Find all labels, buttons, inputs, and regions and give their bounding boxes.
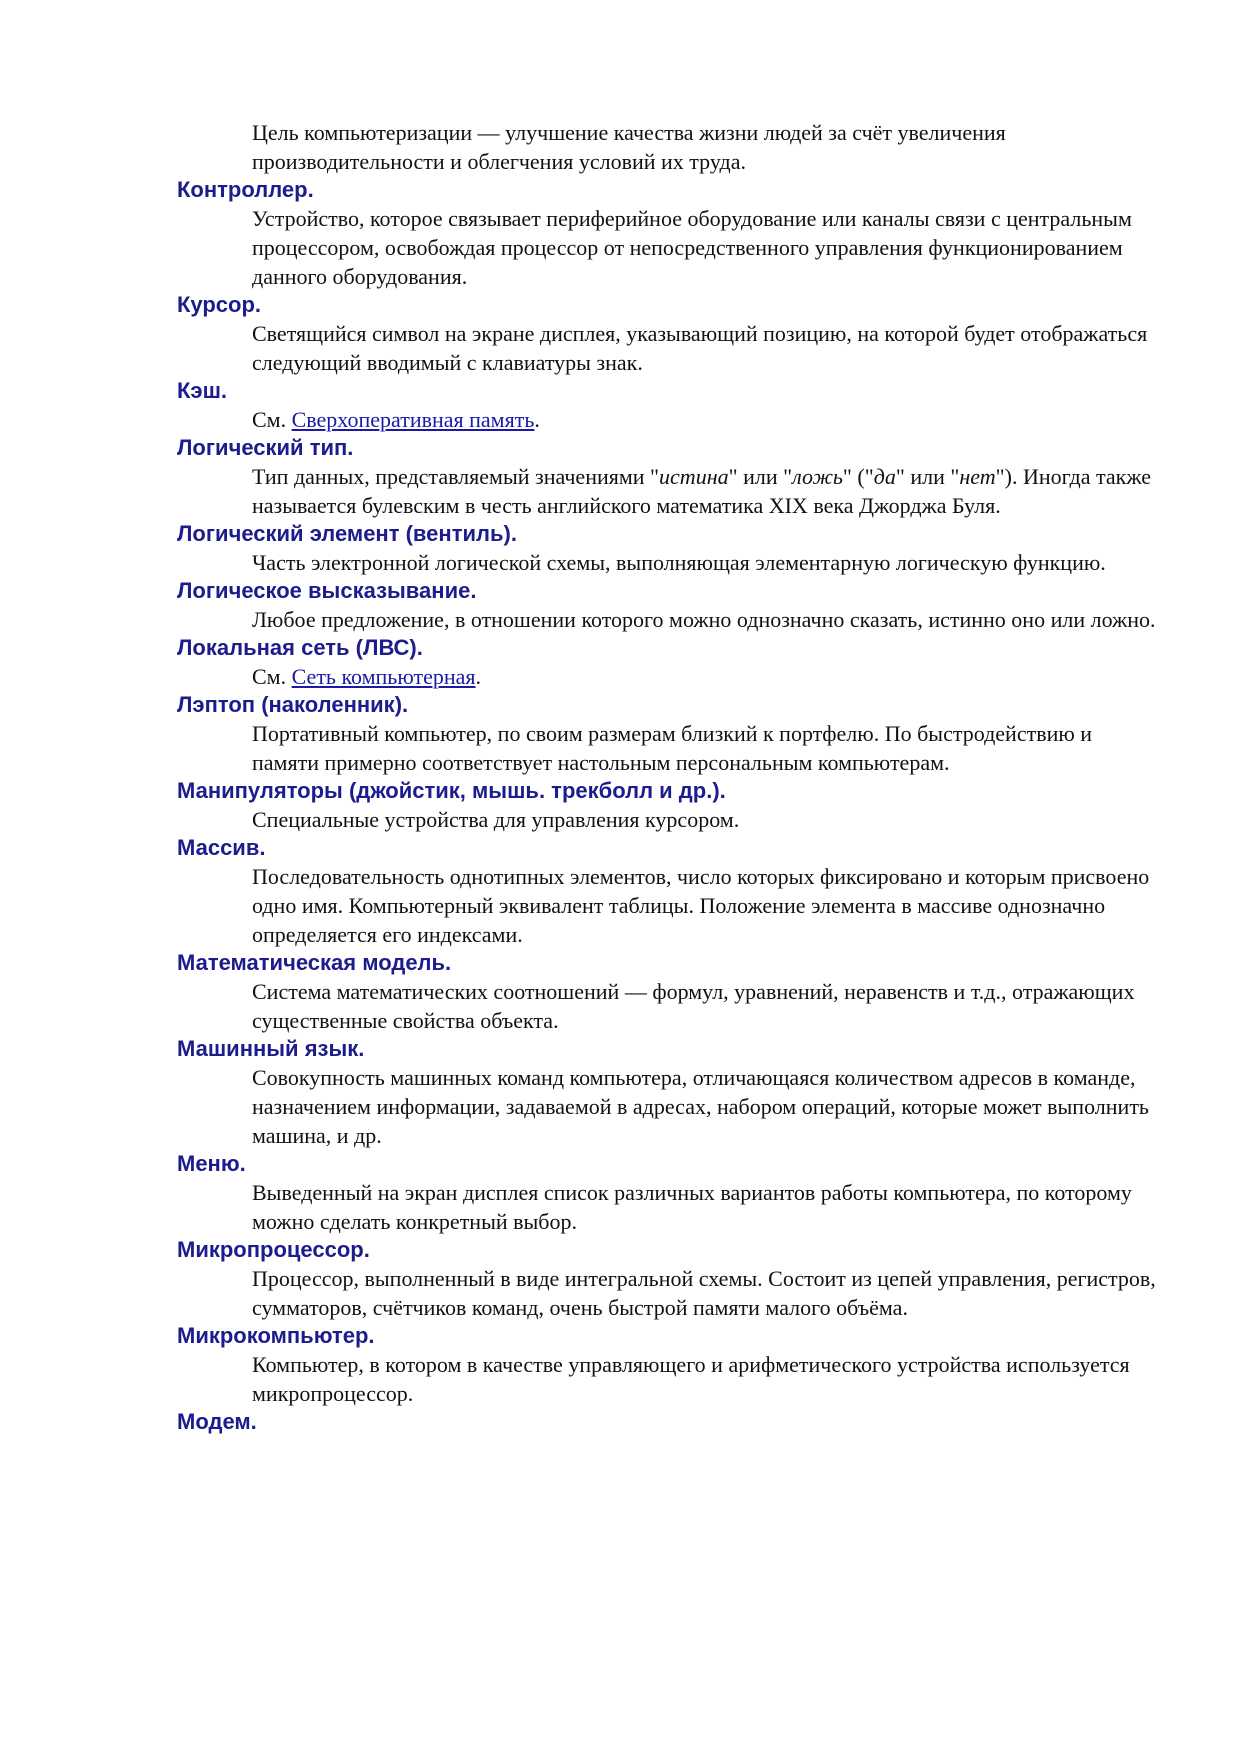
definition-text: Специальные устройства для управления курсором. (252, 807, 740, 832)
definition-text: Система математических соотношений — формул, уравнений, неравенств и т.д., отражающих существенные свойства объекта. (252, 979, 1135, 1033)
link-punctuation: . (534, 407, 540, 432)
term-heading: Курсор. (177, 292, 262, 317)
glossary-list (0, 118, 1239, 1436)
definition-text: Выведенный на экран дисплея список различных вариантов работы компьютера, по которому можно сделать конкретный выбор. (252, 1180, 1132, 1234)
italic-term: да (873, 464, 896, 489)
text-fragment: " или " (895, 464, 960, 489)
definition-text: Часть электронной логической схемы, выполняющая элементарную логическую функцию. (252, 550, 1106, 575)
term-heading: Кэш. (177, 378, 228, 403)
link-punctuation: . (475, 664, 482, 689)
see-label: См. (252, 407, 287, 432)
term-heading: Контроллер. (177, 177, 314, 202)
cross-reference-link[interactable]: Сверхоперативная память (291, 407, 535, 432)
definition-text (252, 405, 1162, 434)
definition-text (252, 662, 1162, 691)
term-heading: Локальная сеть (ЛВС). (177, 635, 423, 660)
term-heading: Логическое высказывание. (177, 578, 477, 603)
italic-term: истина (659, 464, 729, 489)
definition-text: Последовательность однотипных элементов, число которых фиксировано и которым присвоено одно имя. Компьютерный эквивалент таблицы. Положение элемента в массиве однозначно определяется его индексами. (252, 864, 1150, 947)
definition-text: Устройство, которое связывает периферийное оборудование или каналы связи с центральным процессором, освобождая процессор от непосредственного управления функционированием данного оборудования. (252, 206, 1132, 289)
term-heading: Логический элемент (вентиль). (177, 521, 517, 546)
term-heading: Микрокомпьютер. (177, 1323, 375, 1348)
definition-text: Портативный компьютер, по своим размерам близкий к портфелю. По быстродействию и памяти примерно соответствует настольным персональным компьютерам. (252, 721, 1093, 775)
term-heading: Математическая модель. (177, 950, 452, 975)
term-heading: Модем. (177, 1409, 257, 1434)
definition-text: Светящийся символ на экране дисплея, указывающий позицию, на которой будет отображаться следующий вводимый с клавиатуры знак. (252, 321, 1148, 375)
text-fragment: " или " (728, 464, 793, 489)
term-heading: Массив. (177, 835, 266, 860)
text-fragment: " (" (842, 464, 874, 489)
term-heading: Меню. (177, 1151, 246, 1176)
definition-text: Компьютер, в котором в качестве управляющего и арифметического устройства используется микропроцессор. (252, 1352, 1130, 1406)
term-heading: Логический тип. (177, 435, 354, 460)
definition-text: Любое предложение, в отношении которого можно однозначно сказать, истинно оно или ложно. (252, 607, 1156, 632)
term-heading: Машинный язык. (177, 1036, 365, 1061)
definition-text: Цель компьютеризации — улучшение качества жизни людей за счёт увеличения производительности и облегчения условий их труда. (252, 120, 1006, 174)
italic-term: ложь (792, 464, 843, 489)
text-fragment: "). Иногда также называется булевским в честь английского математика XIX века Джорджа Буля. (252, 464, 1152, 518)
term-heading: Микропроцессор. (177, 1237, 370, 1262)
see-label: См. (252, 664, 287, 689)
italic-term: нет (959, 464, 996, 489)
definition-text (252, 462, 1162, 520)
term-heading: Лэптоп (наколенник). (177, 692, 409, 717)
definition-text: Процессор, выполненный в виде интегральной схемы. Состоит из цепей управления, регистров, сумматоров, счётчиков команд, очень быстрой памяти малого объёма. (252, 1266, 1156, 1320)
term-heading: Манипуляторы (джойстик, мышь. трекболл и др.). (177, 778, 726, 803)
definition-text: Совокупность машинных команд компьютера, отличающаяся количеством адресов в команде, назначением информации, задаваемой в адресах, набором операций, которые может выполнить машина, и др. (252, 1065, 1149, 1148)
text-fragment: Тип данных, представляемый значениями " (252, 464, 660, 489)
cross-reference-link[interactable]: Сеть компьютерная (291, 664, 476, 689)
